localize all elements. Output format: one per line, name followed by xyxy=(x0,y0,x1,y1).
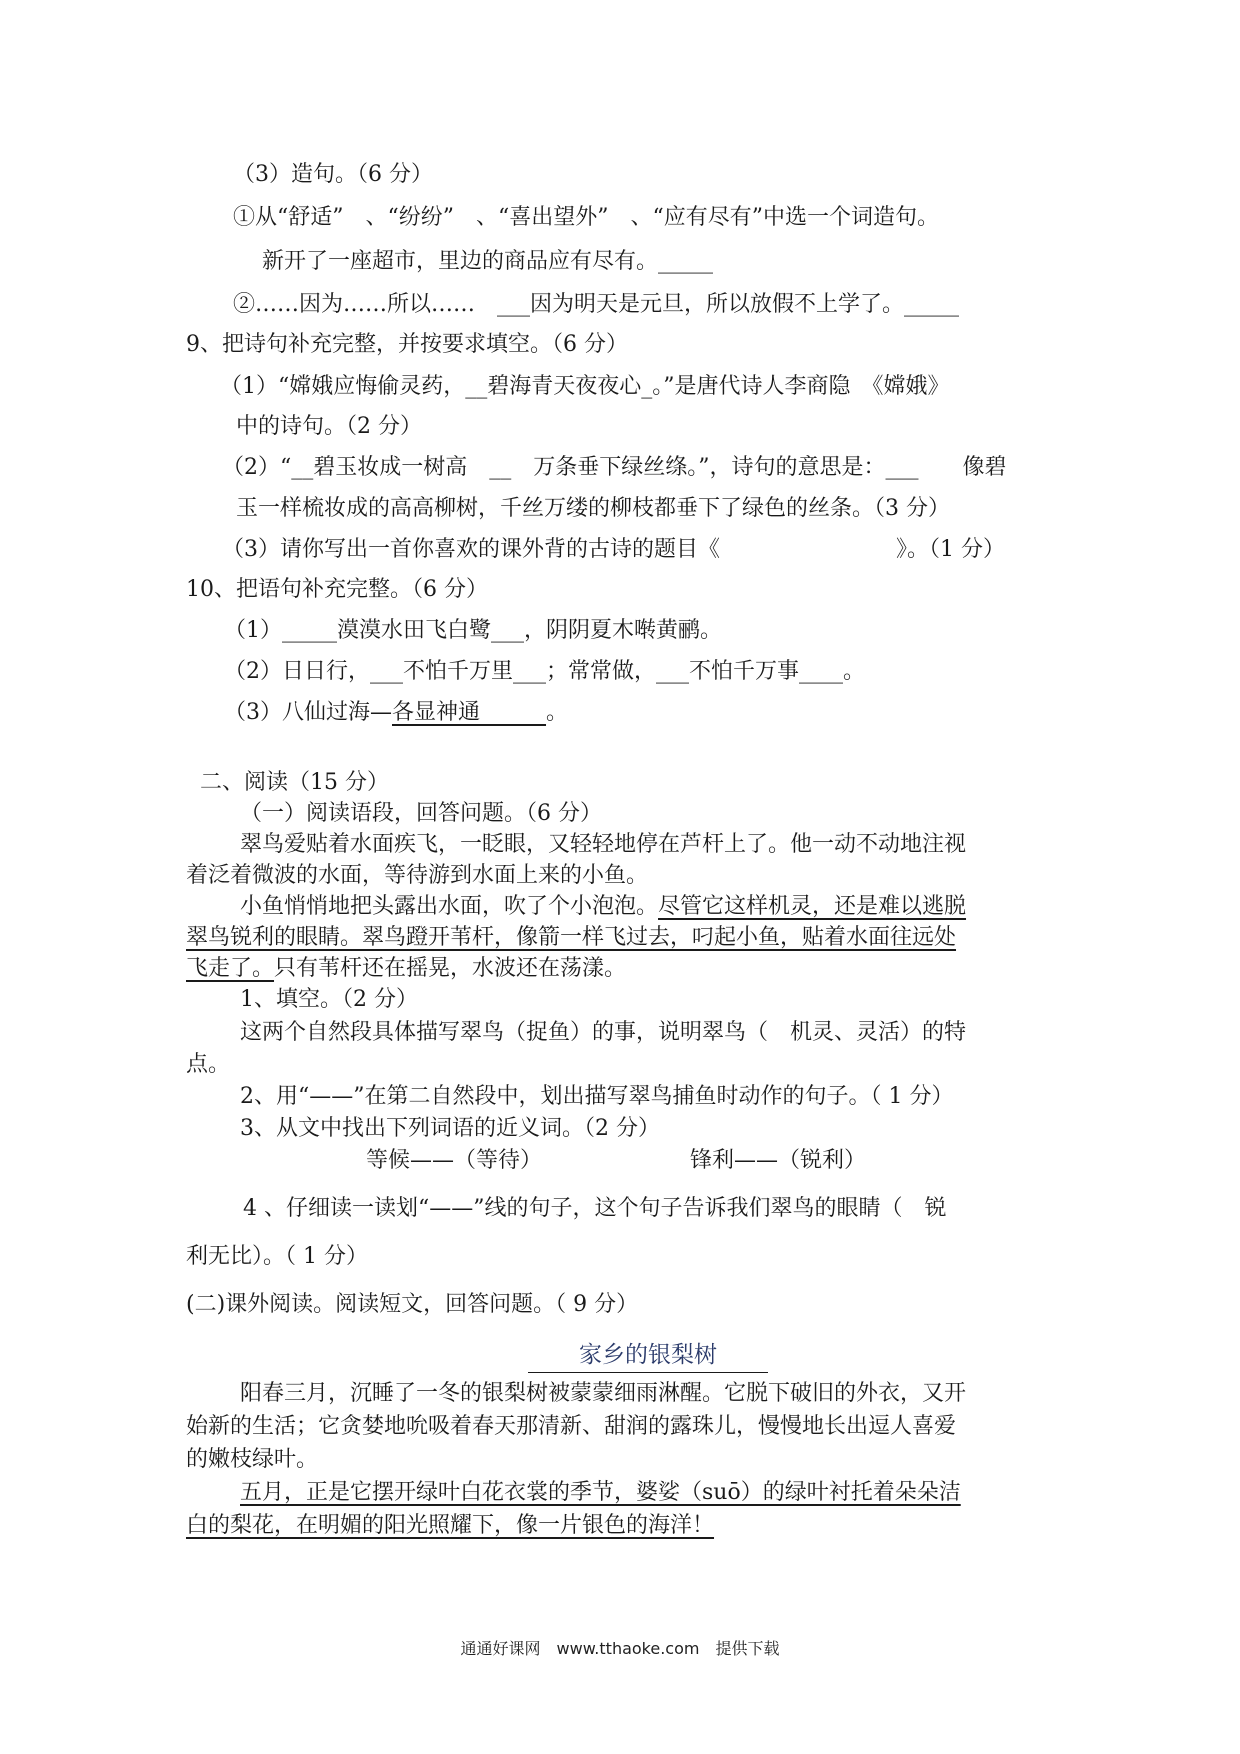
question-10-item-1: （1）_____漠漠水田飞白鹭___，阴阴夏木啭黄鹂。 xyxy=(224,618,722,643)
question-10-item-2: （2）日日行，___不怕千万里___；常常做，___不怕千万事____。 xyxy=(224,659,865,684)
section-2-part-1-heading: （一）阅读语段，回答问题。（6 分） xyxy=(240,801,602,826)
section-2-heading: 二、阅读（15 分） xyxy=(200,770,389,795)
passage-1-paragraph-1-line-2: 着泛着微波的水面，等待游到水面上来的小鱼。 xyxy=(186,863,649,888)
question-9-item-2-cont: 玉一样梳妆成的高高柳树，千丝万缕的柳枝都垂下了绿色的丝条。（3 分） xyxy=(236,496,950,521)
question-10-item-3-answer: 各显神通 xyxy=(392,700,547,725)
question-3-heading: （3）造句。（6 分） xyxy=(233,162,433,187)
passage-2-title: 家乡的银梨树 xyxy=(528,1340,768,1373)
question-3-item-1-answer: 新开了一座超市，里边的商品应有尽有。_____ xyxy=(262,249,714,274)
passage-1-paragraph-2-tail: 只有苇杆还在摇晃，水波还在荡漾。 xyxy=(274,956,627,981)
passage-2-paragraph-1-line-3: 的嫩枝绿叶。 xyxy=(186,1447,319,1472)
question-3-item-1: ①从“舒适” 、“纷纷” 、“喜出望外” 、“应有尽有”中选一个词造句。 xyxy=(233,205,939,230)
passage-1-paragraph-2-line-1 xyxy=(240,892,966,922)
passage-2-paragraph-2-line-1: 五月，正是它摆开绿叶白花衣裳的季节，婆娑（suō）的绿叶衬托着朵朵洁 xyxy=(240,1480,961,1505)
question-10-heading: 10、把语句补充完整。（6 分） xyxy=(186,577,488,602)
question-9-item-3: （3）请你写出一首你喜欢的课外背的古诗的题目《 》。（1 分） xyxy=(222,537,1005,562)
synonym-answer-2: 锋利——（锐利） xyxy=(690,1148,867,1173)
question-9-item-1: （1）“嫦娥应悔偷灵药，__碧海青天夜夜心_。”是唐代诗人李商隐 《嫦娥》 xyxy=(220,374,950,399)
reading-question-1-line-2: 点。 xyxy=(186,1052,231,1077)
question-10-item-3-end: 。 xyxy=(546,700,569,725)
reading-question-2: 2、用“——”在第二自然段中，划出描写翠鸟捕鱼时动作的句子。（ 1 分） xyxy=(240,1084,954,1109)
question-3-item-2: ②……因为……所以…… ___因为明天是元旦，所以放假不上学了。_____ xyxy=(233,292,960,317)
passage-2-paragraph-1-line-2: 始新的生活；它贪婪地吮吸着春天那清新、甜润的露珠儿，慢慢地长出逗人喜爱 xyxy=(186,1414,957,1439)
question-9-item-2: （2）“__碧玉妆成一树高 __ 万条垂下绿丝绦。”，诗句的意思是：___ 像碧 xyxy=(222,455,1007,480)
reading-question-4: 4 、仔细读一读划“——”线的句子，这个句子告诉我们翠鸟的眼睛（ 锐 xyxy=(243,1196,947,1221)
question-10-item-3-prompt: （3）八仙过海— xyxy=(224,700,392,725)
question-9-heading: 9、把诗句补充完整，并按要求填空。（6 分） xyxy=(186,332,628,357)
synonym-answer-1: 等候——（等待） xyxy=(366,1148,543,1173)
reading-question-3: 3、从文中找出下列词语的近义词。（2 分） xyxy=(240,1116,660,1141)
reading-question-1: 1、填空。（2 分） xyxy=(240,987,418,1012)
footer-source: 通通好课网 www.tthaoke.com 提供下载 xyxy=(460,1639,780,1658)
question-9-item-1-cont: 中的诗句。（2 分） xyxy=(236,414,422,439)
reading-question-1-line-1: 这两个自然段具体描写翠鸟（捉鱼）的事，说明翠鸟（ 机灵、灵活）的特 xyxy=(240,1020,967,1045)
passage-1-paragraph-1-line-1: 翠鸟爱贴着水面疾飞，一眨眼，又轻轻地停在芦杆上了。他一动不动地注视 xyxy=(240,832,967,857)
passage-2-paragraph-1-line-1: 阳春三月，沉睡了一冬的银梨树被蒙蒙细雨淋醒。它脱下破旧的外衣，又开 xyxy=(240,1381,967,1406)
passage-1-underlined-sentence-end: 飞走了。 xyxy=(186,956,275,981)
passage-1-underlined-sentence-start: 尽管它这样机灵，还是难以逃脱 xyxy=(658,894,967,919)
passage-1-underlined-sentence: 翠鸟锐利的眼睛。翠鸟蹬开苇杆，像箭一样飞过去，叼起小鱼，贴着水面往远处 xyxy=(186,925,957,950)
reading-question-4-cont: 利无比）。（ 1 分） xyxy=(186,1244,368,1269)
section-2-part-2-heading: (二)课外阅读。阅读短文，回答问题。（ 9 分） xyxy=(186,1292,639,1317)
passage-1-paragraph-2-text: 小鱼悄悄地把头露出水面，吹了个小泡泡。 xyxy=(240,894,659,919)
question-10-item-3 xyxy=(224,698,568,728)
passage-1-paragraph-2-line-3 xyxy=(186,954,626,984)
passage-2-paragraph-2-line-2: 白的梨花，在明媚的阳光照耀下，像一片银色的海洋！ xyxy=(186,1513,715,1538)
